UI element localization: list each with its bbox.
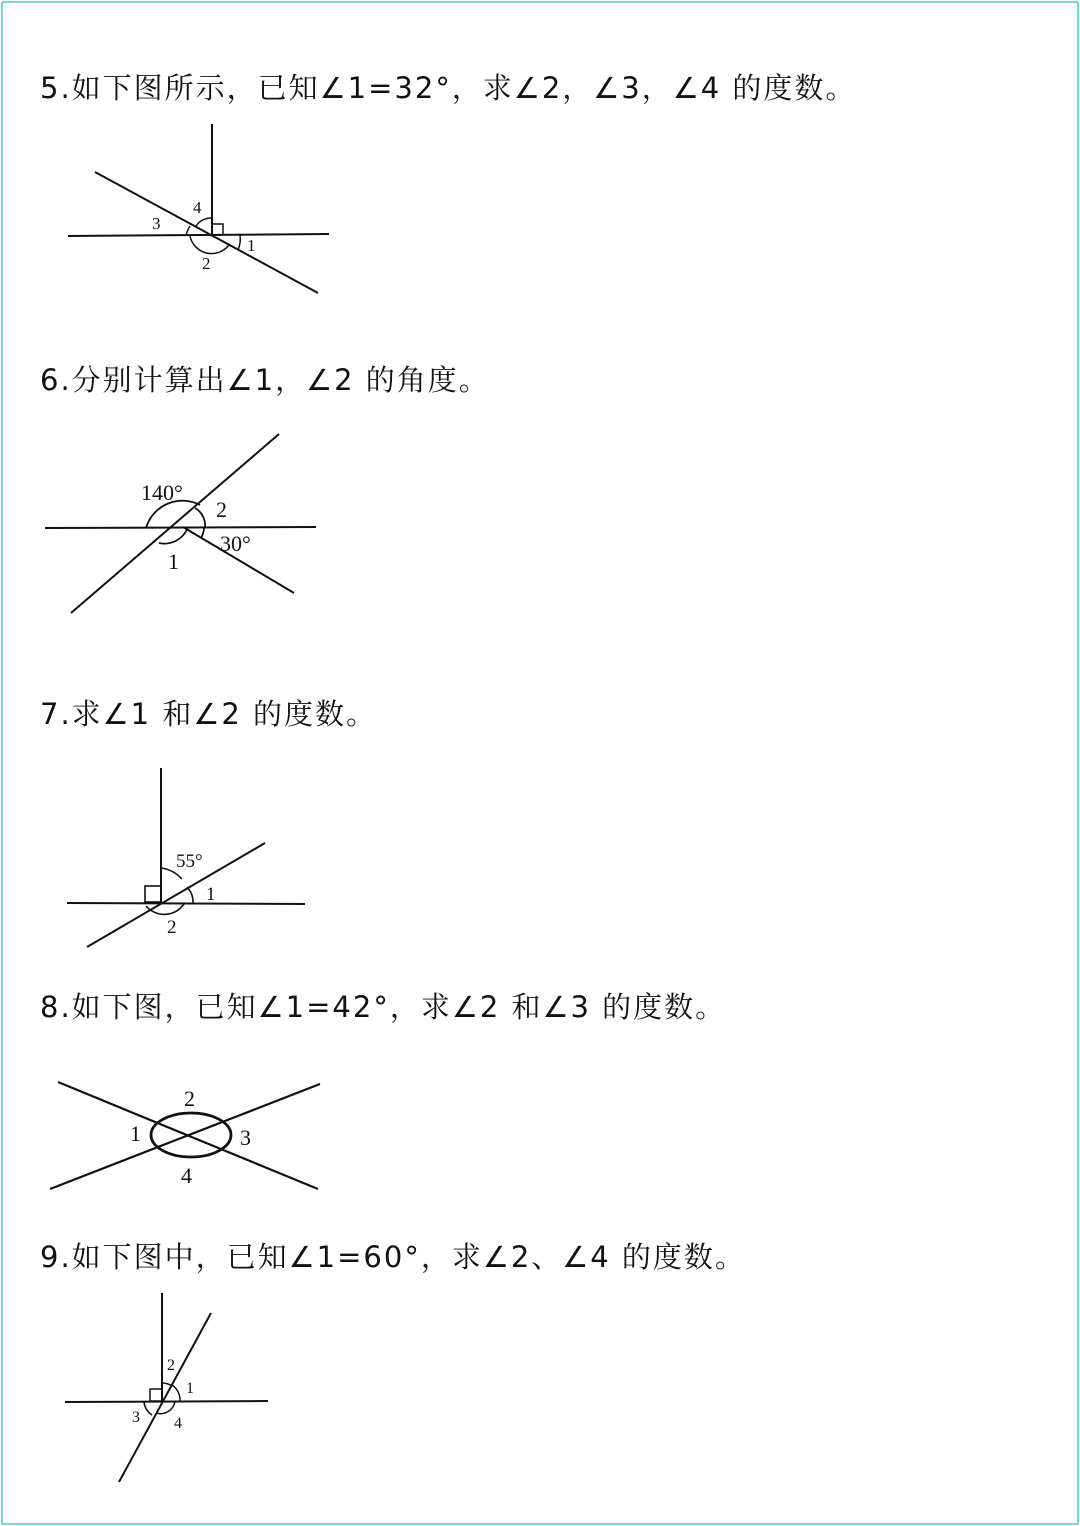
question-6-figure (40, 428, 325, 623)
right-angle-mark (212, 224, 223, 235)
label-55: 55° (176, 851, 203, 872)
question-7-text: 7.求∠1 和∠2 的度数。 (40, 697, 378, 731)
label-1: 1 (206, 884, 216, 905)
label-1: 1 (168, 549, 179, 574)
label-4: 4 (181, 1163, 192, 1188)
label-1: 1 (186, 1380, 194, 1397)
horizontal-line (65, 1401, 268, 1402)
angle-arc-2 (195, 508, 205, 527)
angle-arc-2 (162, 1383, 172, 1386)
label-1: 1 (130, 1121, 141, 1146)
rising-line (71, 434, 279, 613)
horizontal-line (45, 527, 316, 528)
angle-arc-1 (159, 527, 188, 544)
label-2: 2 (216, 497, 227, 522)
horizontal-line (67, 903, 305, 904)
question-6-text: 6.分别计算出∠1，∠2 的角度。 (40, 363, 490, 397)
right-angle-mark (145, 886, 161, 902)
label-2: 2 (167, 917, 177, 938)
label-2: 2 (184, 1086, 195, 1111)
slanted-line (119, 1313, 211, 1482)
angle-arc-1 (238, 235, 240, 250)
question-7-figure (60, 762, 315, 954)
angle-arc-3 (144, 1402, 152, 1415)
label-1: 1 (247, 236, 256, 255)
label-3: 3 (152, 214, 161, 233)
angle-arc-30 (201, 527, 204, 538)
angle-arc-1 (187, 887, 193, 903)
label-3: 3 (240, 1125, 251, 1150)
right-angle-mark (150, 1389, 162, 1401)
question-8-figure (45, 1075, 330, 1200)
question-9-figure (60, 1288, 275, 1488)
angle-arc-4 (196, 218, 212, 226)
question-5-figure (60, 118, 340, 303)
slanted-line (95, 172, 318, 293)
question-9-text: 9.如下图中，已知∠1=60°，求∠2、∠4 的度数。 (40, 1240, 746, 1274)
label-30: 30° (220, 531, 251, 556)
label-4: 4 (193, 198, 202, 217)
angle-arc-2 (190, 236, 229, 254)
label-3: 3 (132, 1409, 140, 1426)
label-2: 2 (167, 1357, 175, 1374)
label-4: 4 (174, 1415, 182, 1432)
angle-arc-1 (172, 1385, 180, 1401)
horizontal-line (68, 234, 329, 236)
label-140: 140° (141, 480, 183, 505)
label-2: 2 (202, 254, 211, 273)
question-8-text: 8.如下图，已知∠1=42°，求∠2 和∠3 的度数。 (40, 990, 727, 1024)
question-5-text: 5.如下图所示，已知∠1=32°，求∠2，∠3，∠4 的度数。 (40, 71, 857, 105)
